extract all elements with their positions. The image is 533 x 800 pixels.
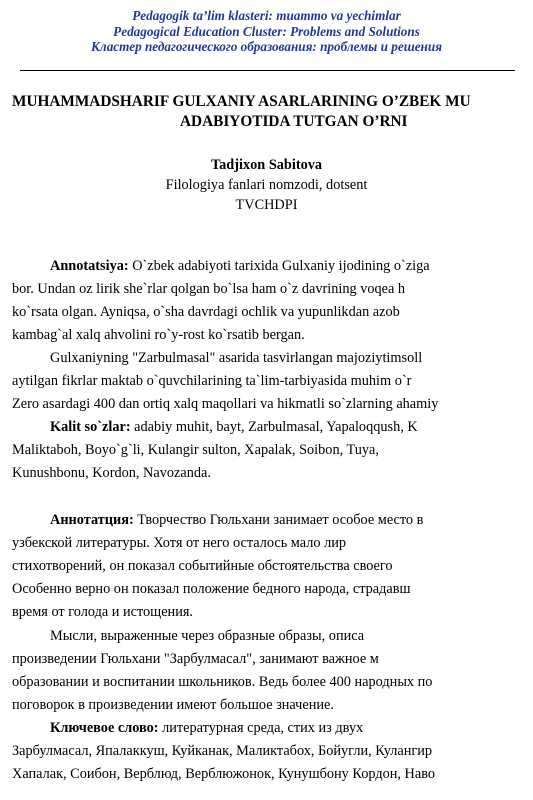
uz-keywords-label: Kalit so`zlar: <box>50 419 131 435</box>
ru-abstract-line: узбекской литературы. Хотя от него осталось мало лир <box>12 535 347 551</box>
header-line-ru: Кластер педагогического образования: проблемы и решения <box>90 39 442 54</box>
ru-abstract-line: поговорок в произведении имеют большое значение. <box>12 697 334 713</box>
ru-abstract-line: образовании и воспитании школьников. Ведь более 400 народных по <box>12 674 433 690</box>
title-line-2: ADABIYOTIDA TUTGAN O’RNI <box>180 112 408 130</box>
ru-abstract-line: Мысли, выраженные через образные образы, описа <box>50 628 365 644</box>
ru-abstract-label: Аннотатция: <box>50 512 134 528</box>
uz-keywords-text: adabiy muhit, bayt, Zarbulmasal, Yapaloqqush, K <box>130 419 418 435</box>
header-line-uz: Pedagogik ta’lim klasteri: muammo va yechimlar <box>132 8 401 23</box>
ru-keywords-line <box>50 718 363 738</box>
header-divider <box>20 70 515 71</box>
author-institution: TVCHDPI <box>235 197 298 213</box>
author-position: Filologiya fanlari nomzodi, dotsent <box>165 177 368 193</box>
author-block <box>0 155 533 215</box>
uz-abstract-line: aytilgan fikrlar maktab o`quvchilarining ta`lim-tarbiyasida muhim o`r <box>12 373 412 389</box>
ru-abstract-text: Творчество Гюльхани занимает особое место в <box>133 512 424 528</box>
uz-abstract-label: Annotatsiya: <box>50 258 129 274</box>
ru-abstract-line: стихотворений, он показал событийные обстоятельства своего <box>12 558 393 574</box>
header-line-en: Pedagogical Education Cluster: Problems and Solutions <box>113 23 420 39</box>
ru-keywords-text: литературная среда, стих из двух <box>158 720 364 736</box>
ru-abstract-line: время от голода и истощения. <box>12 604 193 620</box>
ru-keywords-line: Зарбулмасал, Япалаккуш, Куйканак, Маликтабох, Бойугли, Кулангир <box>12 743 433 759</box>
title-line-1: MUHAMMADSHARIF GULXANIY ASARLARINING O’ZBEK MU <box>12 93 471 110</box>
ru-keywords-line: Хапалак, Соибон, Верблюд, Верблюжонок, Кунушбону Кордон, Наво <box>12 766 436 782</box>
ru-abstract-line <box>50 510 423 530</box>
uz-keywords-line: Kunushbonu, Kordon, Navozanda. <box>12 465 211 481</box>
uz-keywords-line <box>50 417 418 437</box>
ru-abstract-line: произведении Гюльхани "Зарбулмасал", занимают важное м <box>12 651 379 667</box>
uz-abstract-text: O`zbek adabiyoti tarixida Gulxaniy ijodining o`ziga <box>128 258 430 274</box>
ru-abstract-line: Особенно верно он показал положение бедного народа, страдавш <box>12 581 411 597</box>
ru-keywords-label: Ключевое слово: <box>50 720 159 736</box>
uz-abstract-line: Gulxaniyning "Zarbulmasal" asarida tasvirlangan majoziytimsoll <box>50 350 423 366</box>
uz-abstract-line: bor. Undan oz lirik she`rlar qolgan bo`lsa ham o`z davrining voqea h <box>12 281 406 297</box>
uz-keywords-line: Maliktaboh, Boyo`g`li, Kulangir sulton, Xapalak, Soibon, Tuya, <box>12 442 379 458</box>
paper-title <box>12 92 533 131</box>
uz-abstract-line: Zero asardagi 400 dan ortiq xalq maqollari va hikmatli so`zlarning ahamiy <box>12 396 439 412</box>
uz-abstract-line <box>50 256 430 276</box>
uz-abstract-line: ko`rsata olgan. Ayniqsa, o`sha davrdagi ochlik va yupunlikdan azob <box>12 304 400 320</box>
uz-abstract-line: kambag`al xalq ahvolini ro`y-rost ko`rsatib bergan. <box>12 327 305 343</box>
author-name: Tadjixon Sabitova <box>210 157 323 173</box>
journal-header <box>0 8 533 55</box>
